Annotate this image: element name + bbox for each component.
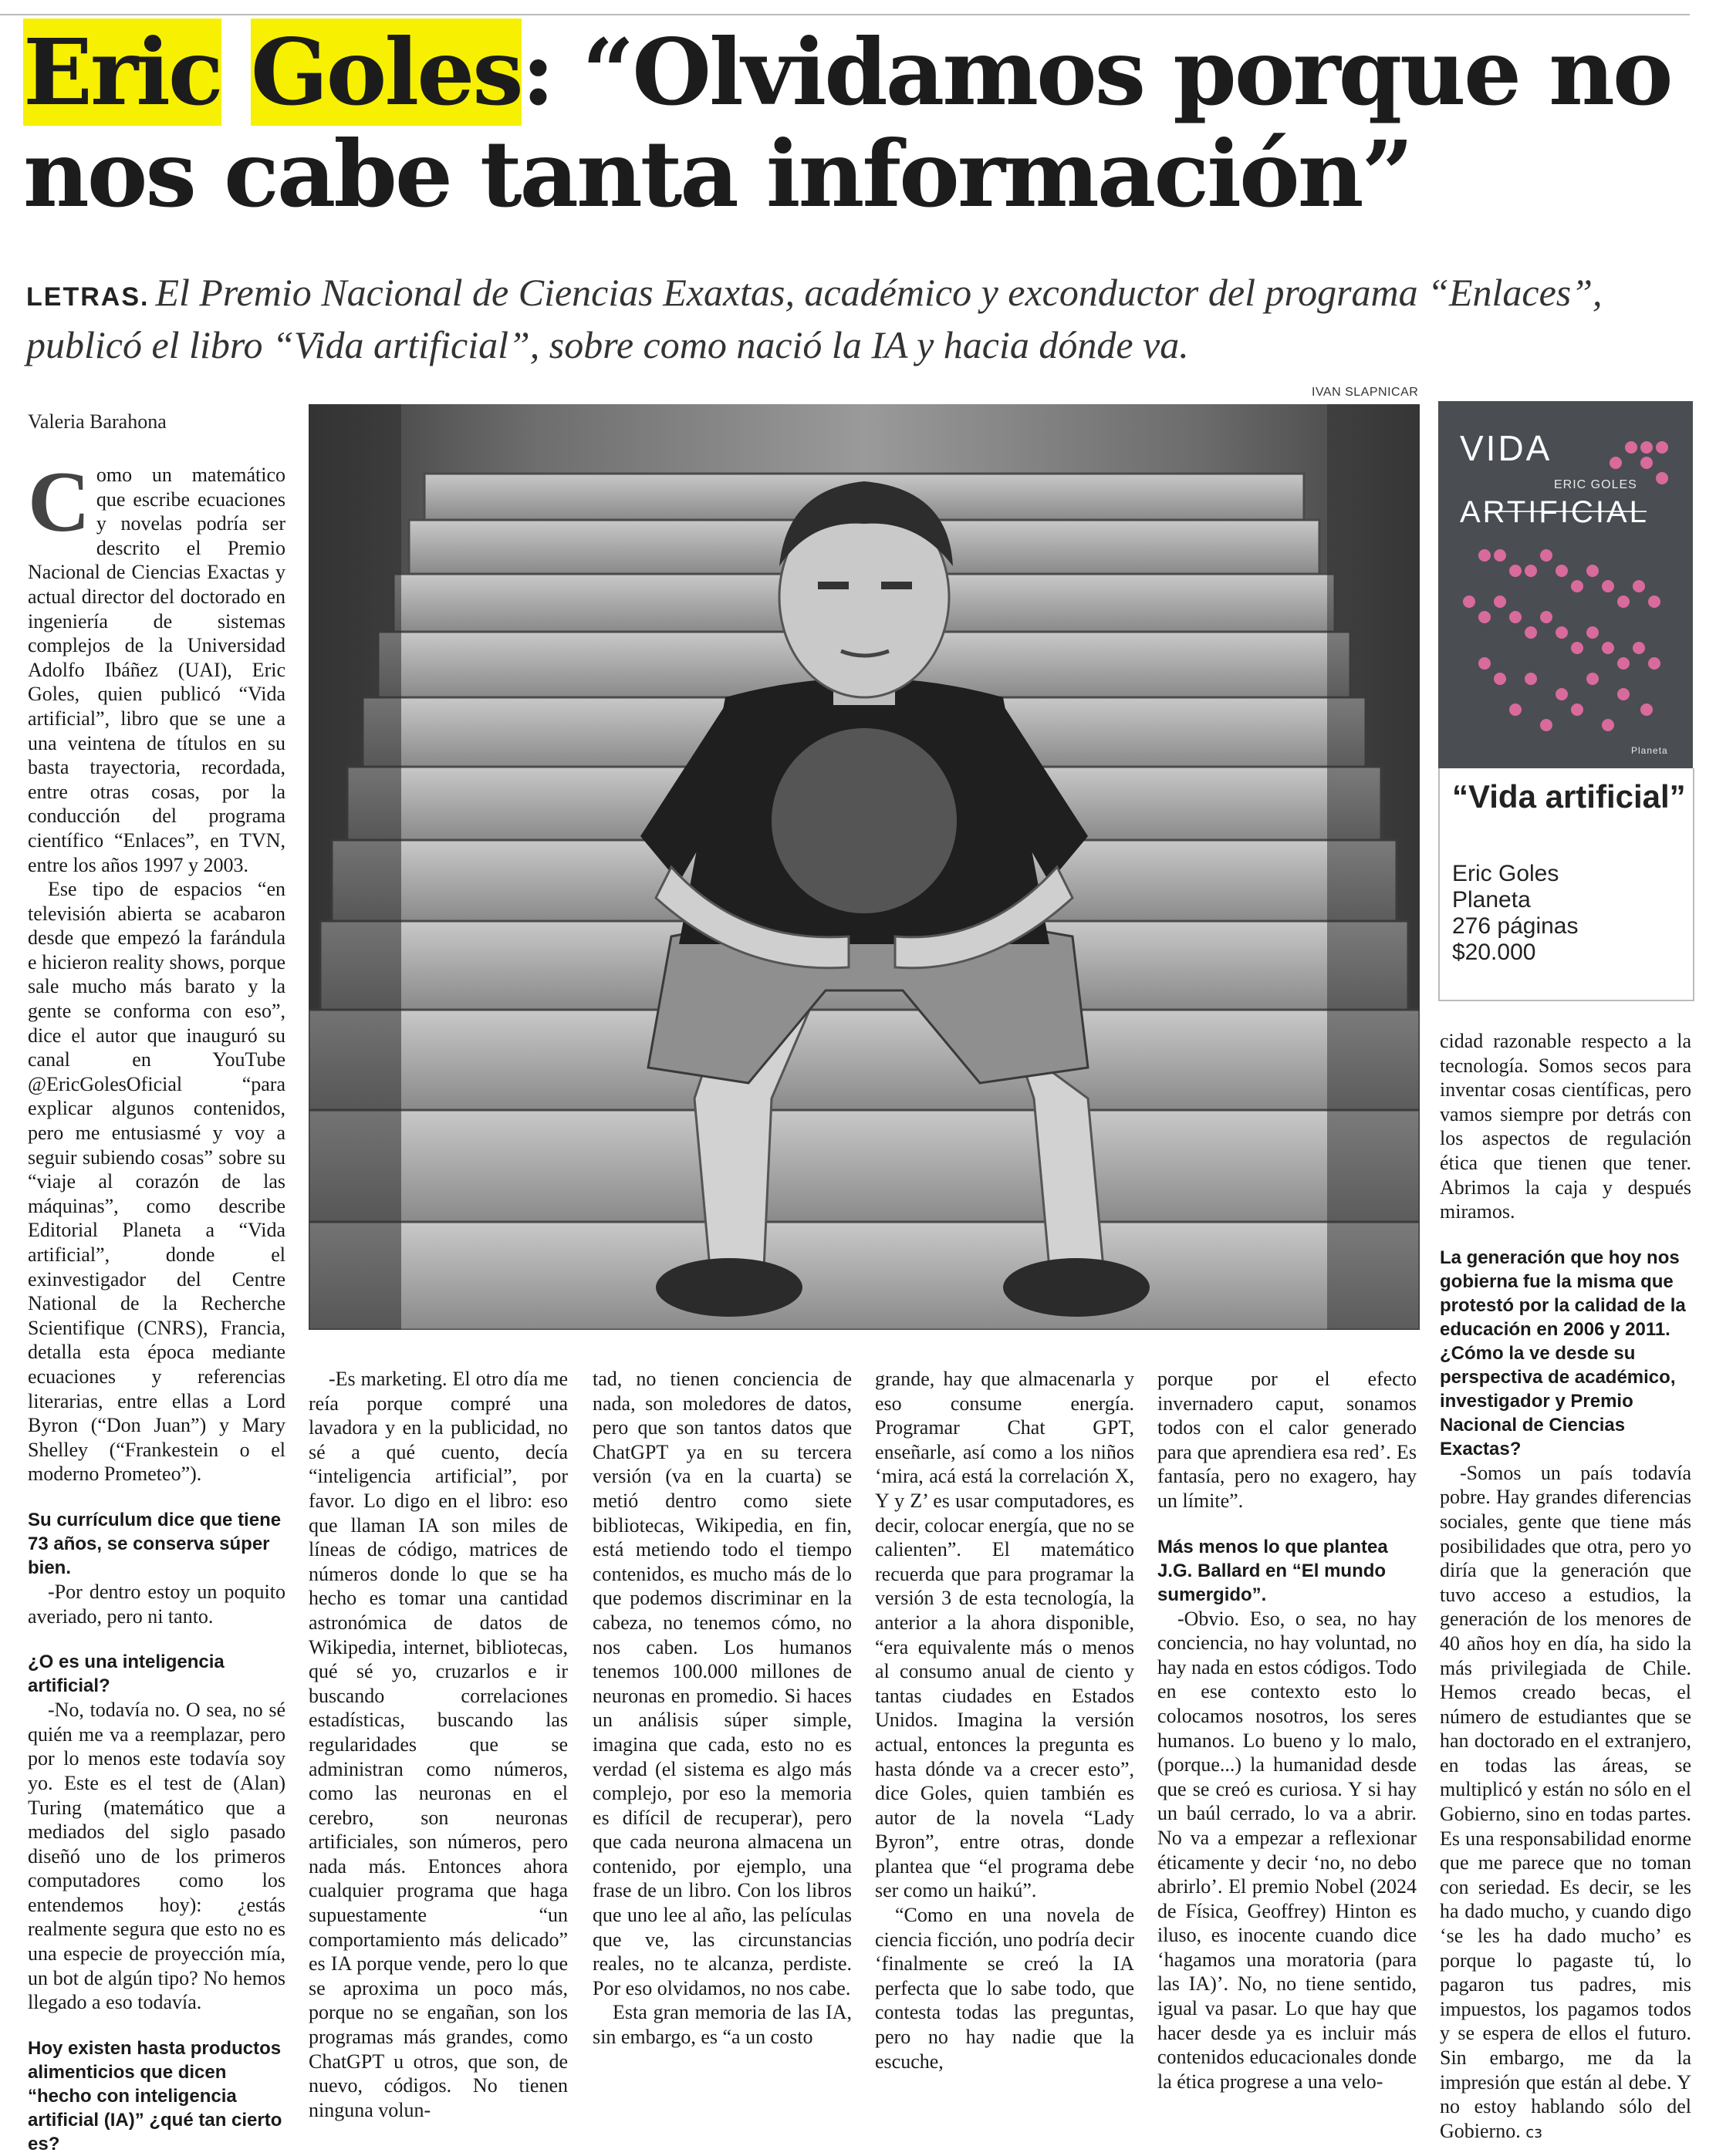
- deck-text: El Premio Nacional de Ciencias Exaxtas, académico y exconductor del programa “Enlaces”, publicó el libro “Vida artificial”, sobre como nació la IA y hacia dónde va.: [26, 271, 1603, 366]
- paragraph: cidad razonable respecto a la tecnología. Somos secos para inventar cosas científicas, pero vamos siempre por detrás con los aspectos de regulación ética que tienen que tener. Abrimos la caja y después miramos.: [1440, 1030, 1691, 1223]
- drop-cap: C: [28, 454, 90, 550]
- column-6: [1440, 1029, 1691, 2144]
- book-info-author: Eric Goles: [1452, 861, 1559, 886]
- photo-credit: IVAN SLAPNICAR: [1312, 386, 1419, 399]
- interview-answer: -No, todavía no. O sea, no sé quién me va a reemplazar, pero por lo menos este todavía soy yo. Este es el test de (Alan) Turing (matemático que a mediados del siglo pasado diseñó uno de los primeros computadores como los entendemos hoy): ¿estás realmente segura que esto no es una especie de proyección mía, un bot de algún tipo? No hemos llegado a eso todavía.: [28, 1699, 285, 2014]
- deck: [26, 268, 1701, 369]
- book-info-pages: 276 páginas: [1452, 913, 1579, 939]
- headline-name-first: Eric: [23, 19, 221, 126]
- interview-answer: -Por dentro estoy un poquito averiado, pero ni tanto.: [28, 1580, 285, 1628]
- headline-name-last: Goles: [250, 19, 522, 126]
- book-cover-publisher: Planeta: [1631, 745, 1668, 756]
- book-cover-title-line2: ARTIFICIAL: [1460, 495, 1649, 529]
- paragraph: grande, hay que almacenarla y eso consume energía. Programar Chat GPT, enseñarle, así como a los niños ‘mira, acá está la correlación X, Y y Z’ es usar computadores, es decir, colocar energía, que no se calienten”. El matemático recuerda que para programar la versión 3 de esta tecnología, la anterior a la ahora disponible, “era equivalente más o menos al consumo anual de ciento y tantas ciudades en Estados Unidos. Imagina la versión actual, entonces la pregunta es hasta dónde va a crecer esto”, dice Goles, quien también es autor de la novela “Lady Byron”, entre otras, donde plantea que “el programa debe ser como un haikú”.: [875, 1368, 1134, 1902]
- column-4: [875, 1367, 1134, 2073]
- interview-answer: -Obvio. Eso, o sea, no hay conciencia, no hay voluntad, no hay nada en estos códigos. Todo en ese contexto esto lo colocamos nosotros, los seres humanos. Lo bueno y lo malo, (porque...) la humanidad desde que se creó es curiosa. Y si hay un baúl cerrado, lo va a abrir. No va a empezar a reflexionar éticamente y decir ‘no, no debo abrirlo’. El premio Nobel (2024 de Física, Geoffrey) Hinton es iluso, es inocente cuando dice ‘hagamos una moratoria (para las IA)’. No, no tiene sentido, igual va pasar. Lo que hay que hacer desde ya es incluir más contenidos educacionales donde la ética progrese a una velo-: [1157, 1607, 1417, 2093]
- lead-paragraph: [28, 454, 285, 877]
- interview-question: Hoy existen hasta productos alimenticios que dicen “hecho con inteligencia artificial (IA)” ¿qué tan cierto es?: [28, 2037, 282, 2154]
- book-cover: [1438, 401, 1693, 768]
- interview-question: ¿O es una inteligencia artificial?: [28, 1652, 225, 1697]
- interview-question: La generación que hoy nos gobierna fue la misma que protestó por la calidad de la educación en 2006 y 2011. ¿Cómo la ve desde su perspectiva de académico, investigador y Premio Nacional de Ciencias Exactas?: [1440, 1247, 1686, 1459]
- paragraph: porque por el efecto invernadero caput, sonamos todos con el calor generado para que aprendiera esa red’. Es fantasía, pero no exagero, hay un límite”.: [1157, 1368, 1417, 1512]
- end-mark-icon: cз: [1525, 2122, 1542, 2141]
- paragraph: Esta gran memoria de las IA, sin embargo, es “a un costo: [593, 2001, 852, 2049]
- interview-answer: -Es marketing. El otro día me reía porque compré una lavadora y en la publicidad, no sé a qué cuento, decía “inteligencia artificial”, por favor. Lo digo en el libro: eso que llaman IA son miles de líneas de código, matrices de números donde lo que se ha hecho es tomar una cantidad astronómica de datos de Wikipedia, internet, bibliotecas, qué sé yo, cruzarlos e ir buscando correlaciones estadísticas, buscando las regularidades que se administran como números, como las neuronas en el cerebro, son neuronas artificiales, son números, pero nada más. Entonces ahora cualquier programa que haga supuestamente “un comportamiento más delicado” es IA porque vende, pero lo que se aproxima un poco más, porque no se engañan, son los programas más grandes, como ChatGPT u otros, que son, de nuevo, códigos. No tienen ninguna volun-: [309, 1368, 568, 2121]
- column-3: [593, 1367, 852, 2050]
- headline-quote: : “Olvidamos porque no nos cabe tanta información”: [23, 19, 1671, 228]
- interview-answer: [1440, 1461, 1691, 2145]
- paragraph: Ese tipo de espacios “en televisión abierta se acabaron desde que empezó la farándula e hicieron reality shows, porque sale mucho más barato y la gente se conforma con eso”, dice el autor que inauguró su canal en YouTube @EricGolesOficial “para explicar algunos contenidos, pero me entusiasmé y voy a seguir subiendo cosas” sobre su “viaje al corazón de las máquinas”, como describe Editorial Planeta a “Vida artificial”, donde el exinvestigador del Centre National de la Recherche Scientifique (CNRS), Francia, detalla esta época mediante ecuaciones y referencias literarias, entre ellas a Lord Byron (“Don Juan”) y Mary Shelley (“Frankestein o el moderno Prometeo”).: [28, 878, 285, 1486]
- paragraph: “Como en una novela de ciencia ficción, uno podría decir ‘finalmente se creó la IA perfecta que lo sabe todo, que contesta todas las preguntas, pero no hay nadie que la escuche,: [875, 1904, 1134, 2073]
- book-info-box: [1438, 768, 1694, 1001]
- paragraph: tad, no tienen conciencia de nada, son moledores de datos, pero que son tantos datos que ChatGPT ya en su tercera versión (va en la cuarta) se metió dentro como siete bibliotecas, Wikipedia, en fin, está metiendo todo el tiempo contenidos, es mucho más de lo que podemos discriminar en la cabeza, no tenemos cómo, no nos caben. Los humanos tenemos 100.000 millones de neuronas en promedio. Si haces un análisis súper simple, imagina que cada, esto no es verdad (el sistema es algo más complejo, por eso la memoria es difícil de recuperar), pero que cada neurona almacena un contenido, por ejemplo, una frase de un libro. Con los libros que uno lee al año, las películas que ve, las circunstancias reales, no te alcanza, perdiste. Por eso olvidamos, no nos cabe.: [593, 1368, 852, 1999]
- author-photo-illustration: [309, 404, 1420, 1330]
- column-5: [1157, 1367, 1417, 2094]
- answer-text: -Somos un país todavía pobre. Hay grandes diferencias sociales, gente que tiene más posibilidades que otra, pero yo diría que la generación que tuvo acceso a estudios, la generación de los menores de 40 años hoy en día, ha sido la más privilegiada de Chile. Hemos creado becas, el número de estudiantes que se han doctorado en el extranjero, en todas las áreas, se multiplicó y están no sólo en el Gobierno, sino en todas partes. Es una responsabilidad enorme que me parece que no toman con seriedad. Es decir, se les ha dado mucho, y cuando digo ‘se les ha dado mucho’ es porque lo pagaste tú, lo pagaron tus padres, mis impuestos, los pagamos todos y se espera de ellos el futuro. Sin embargo, me da la impresión que están al debe. Y no estoy hablando sólo del Gobierno.: [1440, 1461, 1691, 2142]
- interview-question: Su currículum dice que tiene 73 años, se conserva súper bien.: [28, 1509, 282, 1578]
- book-info-publisher: Planeta: [1452, 887, 1531, 913]
- book-cover-title-line1: VIDA: [1460, 428, 1552, 468]
- top-rule: [0, 14, 1690, 15]
- interview-question: Más menos lo que plantea J.G. Ballard en “El mundo sumergido”.: [1157, 1536, 1388, 1605]
- column-2: [309, 1367, 568, 2122]
- section-tag: LETRAS.: [26, 282, 150, 312]
- column-1: [28, 454, 285, 2156]
- byline: Valeria Barahona: [28, 410, 167, 433]
- headline: [23, 19, 1697, 228]
- lead-text: omo un matemático que escribe ecuaciones y novelas podría ser descrito el Premio Nacional de Ciencias Exactas y actual director del doctorado en ingeniería de sistemas complejos de la Universidad Adolfo Ibáñez (UAI), Eric Goles, quien publicó “Vida artificial”, libro que se une a una veintena de títulos en su basta trayectoria, recordada, entre otras cosas, por la conducción del programa científico “Enlaces”, en TVN, entre los años 1997 y 2003.: [28, 464, 285, 876]
- book-info-title: “Vida artificial”: [1452, 778, 1686, 815]
- book-info-price: $20.000: [1452, 940, 1536, 965]
- book-cover-author: ERIC GOLES: [1554, 478, 1637, 491]
- author-photo: [309, 404, 1420, 1330]
